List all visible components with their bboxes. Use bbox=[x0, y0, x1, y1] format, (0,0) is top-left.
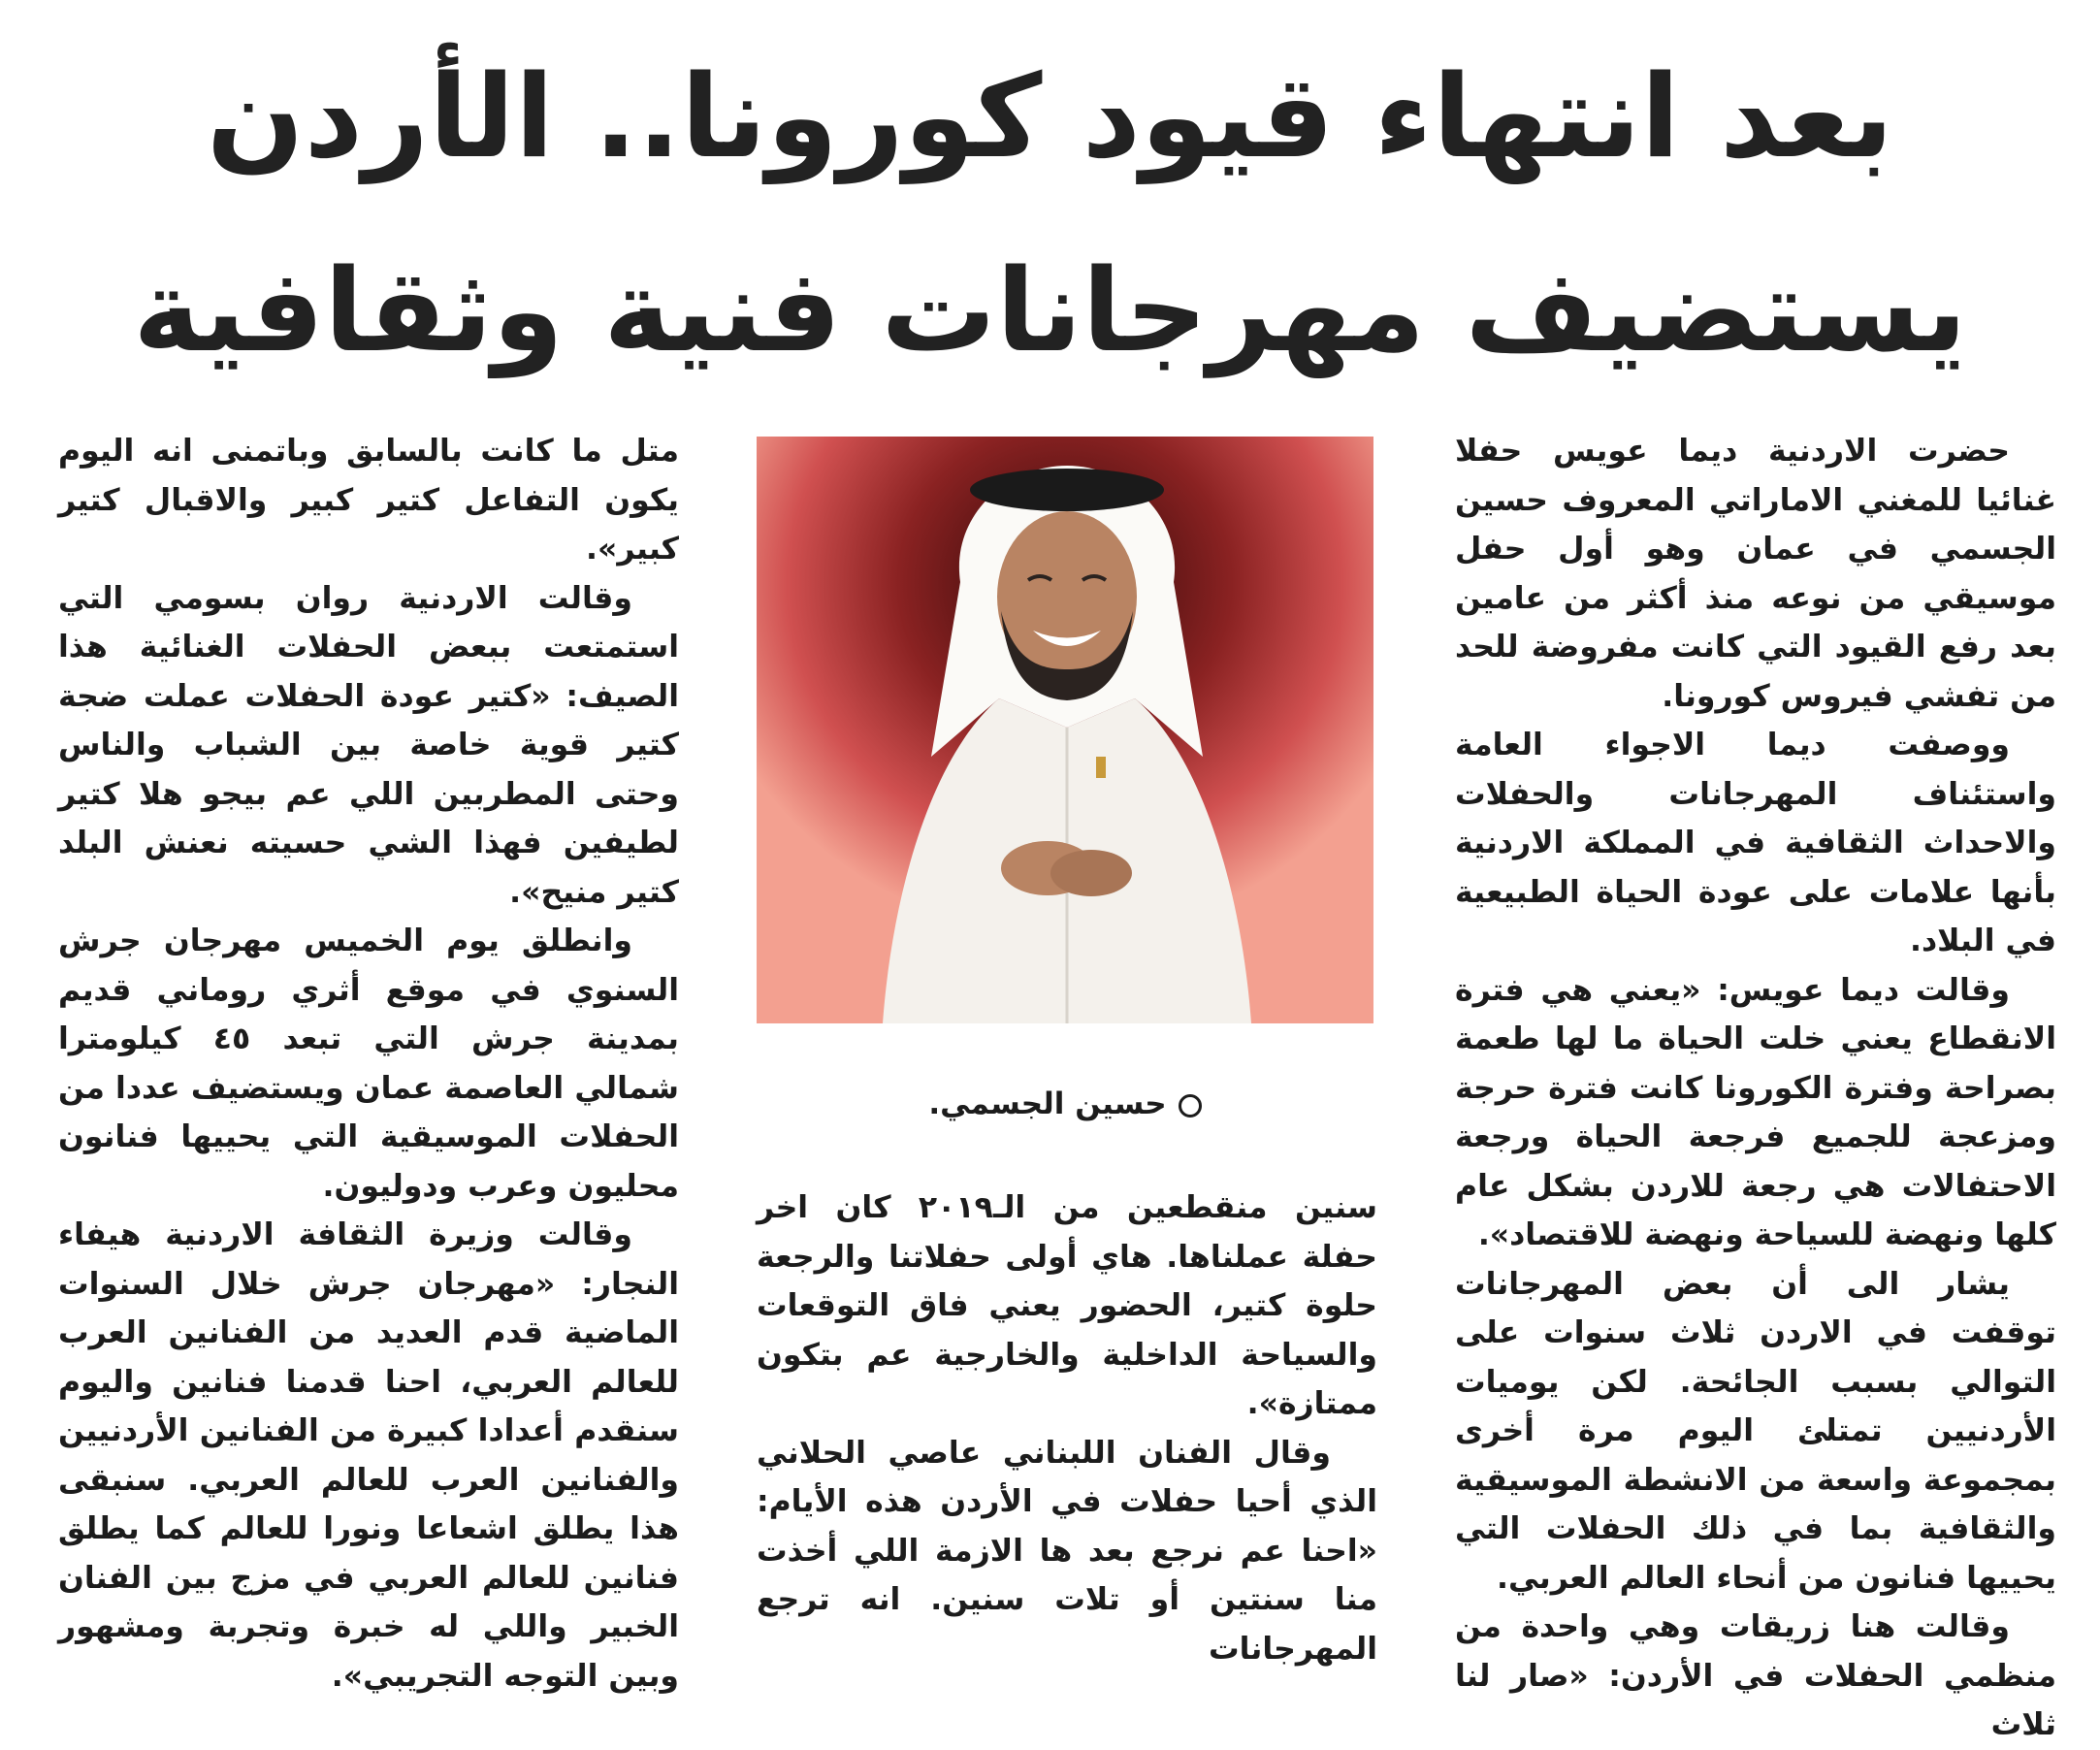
article-column-middle bbox=[757, 1183, 1377, 1667]
photo-caption bbox=[757, 1086, 1373, 1121]
singer-photo bbox=[757, 437, 1373, 1023]
paragraph: يشار الى أن بعض المهرجانات توقفت في الاردن ثلاث سنوات على التوالي بسبب الجائحة. لكن يوميات الأردنيين تمتلئ اليوم مرة أخرى بمجموعة واسعة من الانشطة الموسيقية والثقافية بما في ذلك الحفلات التي يحييها فنانون من أنحاء العالم العربي. bbox=[1455, 1266, 2056, 1596]
paragraph: وقالت الاردنية روان بسومي التي استمتعت ببعض الحفلات الغنائية هذا الصيف: «كتير عودة الحفلات عملت ضجة كتير قوية خاصة بين الشباب والناس وحتى المطربين اللي عم بيجو هلا كتير لطيفين فهذا الشي حسيته نعنش البلد كتير منيح». bbox=[58, 580, 679, 910]
paragraph: وقال الفنان اللبناني عاصي الحلاني الذي أحيا حفلات في الأردن هذه الأيام: «احنا عم نرجع بعد ها الازمة اللي أخذت منا سنتين أو تلات سنين. انه ترجع المهرجانات bbox=[757, 1435, 1377, 1667]
paragraph: وقالت ديما عويس: «يعني هي فترة الانقطاع يعني خلت الحياة ما لها طعمة بصراحة وفترة الكورونا كانت فترة حرجة ومزعجة للجميع فرجعة الحياة ورجعة الاحتفالات هي رجعة للاردن بشكل عام كلها ونهضة للسياحة ونهضة للاقتصاد». bbox=[1455, 972, 2056, 1252]
photo-caption-text: حسين الجسمي. bbox=[928, 1086, 1167, 1121]
singer-photo-illustration bbox=[757, 437, 1373, 1023]
caption-bullet-icon bbox=[1179, 1094, 1202, 1118]
paragraph: حضرت الاردنية ديما عويس حفلا غنائيا للمغني الاماراتي المعروف حسين الجسمي في عمان وهو أول حفل موسيقي من نوعه منذ أكثر من عامين بعد رفع القيود التي كانت مفروضة للحد من تفشي فيروس كورونا. bbox=[1455, 434, 2056, 714]
headline-line-2: يستضيف مهرجانات فنية وثقافية bbox=[133, 243, 1967, 377]
paragraph: سنين منقطعين من الـ٢٠١٩ كان اخر حفلة عملناها. هاي أولى حفلاتنا والرجعة حلوة كتير، الحضور يعني فاق التوقعات والسياحة الداخلية والخارجية عم بتكون ممتازة». bbox=[757, 1190, 1377, 1421]
paragraph: متل ما كانت بالسابق وباتمنى انه اليوم يكون التفاعل كتير كبير والاقبال كتير كبير». bbox=[58, 434, 679, 567]
paragraph: وقالت وزيرة الثقافة الاردنية هيفاء النجار: «مهرجان جرش خلال السنوات الماضية قدم العديد من الفنانين العرب للعالم العربي، احنا قدمنا فنانين واليوم سنقدم أعدادا كبيرة من الفنانين الأردنيين والفنانين العرب للعالم العربي. سنبقى هذا يطلق اشعاعا ونورا للعالم كما يطلق فنانين للعالم العربي في مزج بين الفنان الخبير واللي له خبرة وتجربة ومشهور وبين التوجه التجريبي». bbox=[58, 1217, 679, 1694]
headline-line-1: بعد انتهاء قيود كورونا.. الأردن bbox=[206, 49, 1894, 183]
article-column-left bbox=[58, 427, 679, 1694]
article-column-right bbox=[1455, 427, 2056, 1742]
paragraph: ووصفت ديما الاجواء العامة واستئناف المهرجانات والحفلات والاحداث الثقافية في المملكة الاردنية بأنها علامات على عودة الحياة الطبيعية في البلاد. bbox=[1455, 728, 2056, 958]
paragraph: وانطلق يوم الخميس مهرجان جرش السنوي في موقع أثري روماني قديم بمدينة جرش التي تبعد ٤٥ كيلومترا شمالي العاصمة عمان ويستضيف عددا من الحفلات الموسيقية التي يحييها فنانون محليون وعرب ودوليون. bbox=[58, 924, 679, 1204]
paragraph: وقالت هنا زريقات وهي واحدة من منظمي الحفلات في الأردن: «صار لنا ثلاث bbox=[1455, 1609, 2056, 1742]
headline bbox=[39, 19, 2061, 407]
